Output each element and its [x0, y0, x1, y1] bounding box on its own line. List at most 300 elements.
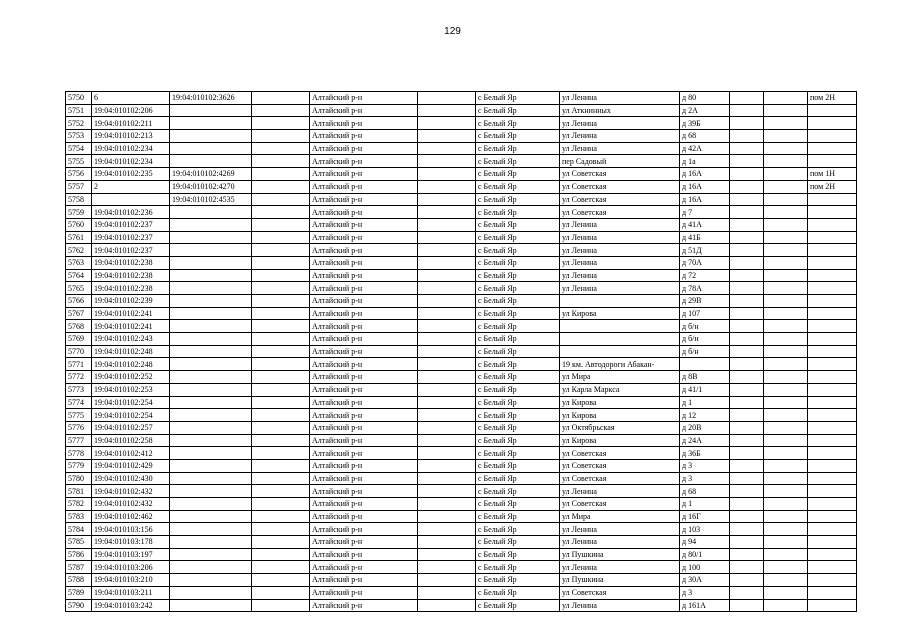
house-cell: д б/н — [680, 320, 730, 333]
settlement-cell: с Белый Яр — [476, 485, 560, 498]
blank-cell — [730, 472, 764, 485]
house-cell: д 16А — [680, 180, 730, 193]
sub-cadastral-number-cell — [170, 358, 252, 371]
house-cell: д 80 — [680, 92, 730, 105]
house-cell: д 3 — [680, 459, 730, 472]
blank-cell — [730, 459, 764, 472]
blank-cell — [252, 244, 310, 257]
premises-cell — [808, 193, 857, 206]
settlement-cell: с Белый Яр — [476, 282, 560, 295]
blank-cell — [252, 168, 310, 181]
premises-cell — [808, 447, 857, 460]
table-row — [66, 345, 857, 358]
row-number-cell: 5780 — [66, 472, 92, 485]
blank-cell — [252, 536, 310, 549]
settlement-cell: с Белый Яр — [476, 409, 560, 422]
cadastral-number-cell: 19:04:010102:237 — [92, 218, 170, 231]
premises-cell — [808, 142, 857, 155]
blank-cell — [418, 459, 476, 472]
street-cell: ул Советская — [560, 206, 680, 219]
blank-cell — [418, 282, 476, 295]
house-cell: д 16Г — [680, 510, 730, 523]
district-cell: Алтайский р-н — [310, 231, 418, 244]
house-cell: д 80/1 — [680, 548, 730, 561]
premises-cell — [808, 218, 857, 231]
cadastral-number-cell: 19:04:010102:258 — [92, 434, 170, 447]
table-row — [66, 447, 857, 460]
district-cell: Алтайский р-н — [310, 599, 418, 612]
settlement-cell: с Белый Яр — [476, 498, 560, 511]
cadastral-number-cell: 19:04:010102:257 — [92, 421, 170, 434]
street-cell: ул Ленина — [560, 485, 680, 498]
district-cell: Алтайский р-н — [310, 193, 418, 206]
sub-cadastral-number-cell — [170, 282, 252, 295]
premises-cell — [808, 256, 857, 269]
settlement-cell: с Белый Яр — [476, 421, 560, 434]
cadastral-number-cell: 19:04:010102:206 — [92, 104, 170, 117]
blank-cell — [252, 333, 310, 346]
blank-cell — [252, 130, 310, 143]
row-number-cell: 5754 — [66, 142, 92, 155]
row-number-cell: 5759 — [66, 206, 92, 219]
district-cell: Алтайский р-н — [310, 434, 418, 447]
blank-cell — [764, 536, 808, 549]
settlement-cell: с Белый Яр — [476, 231, 560, 244]
street-cell: ул Ленина — [560, 130, 680, 143]
settlement-cell: с Белый Яр — [476, 586, 560, 599]
blank-cell — [418, 295, 476, 308]
district-cell: Алтайский р-н — [310, 180, 418, 193]
street-cell: 19 км. Автодороги Абакан- — [560, 358, 680, 371]
cadastral-number-cell: 19:04:010102:432 — [92, 485, 170, 498]
premises-cell — [808, 117, 857, 130]
settlement-cell: с Белый Яр — [476, 155, 560, 168]
district-cell: Алтайский р-н — [310, 485, 418, 498]
blank-cell — [730, 231, 764, 244]
blank-cell — [730, 548, 764, 561]
street-cell: ул Ленина — [560, 561, 680, 574]
settlement-cell: с Белый Яр — [476, 117, 560, 130]
cadastral-number-cell: 19:04:010102:235 — [92, 168, 170, 181]
table-row — [66, 307, 857, 320]
street-cell: ул Карла Маркса — [560, 383, 680, 396]
table-row — [66, 383, 857, 396]
row-number-cell: 5774 — [66, 396, 92, 409]
blank-cell — [764, 142, 808, 155]
table-row — [66, 155, 857, 168]
table-row — [66, 574, 857, 587]
settlement-cell: с Белый Яр — [476, 104, 560, 117]
house-cell: д 41А — [680, 218, 730, 231]
table-row — [66, 459, 857, 472]
table-row — [66, 599, 857, 612]
row-number-cell: 5778 — [66, 447, 92, 460]
blank-cell — [252, 180, 310, 193]
district-cell: Алтайский р-н — [310, 130, 418, 143]
blank-cell — [252, 396, 310, 409]
row-number-cell: 5790 — [66, 599, 92, 612]
blank-cell — [252, 358, 310, 371]
settlement-cell: с Белый Яр — [476, 193, 560, 206]
premises-cell — [808, 155, 857, 168]
settlement-cell: с Белый Яр — [476, 371, 560, 384]
blank-cell — [252, 421, 310, 434]
district-cell: Алтайский р-н — [310, 421, 418, 434]
blank-cell — [730, 206, 764, 219]
premises-cell — [808, 523, 857, 536]
street-cell: ул Кирова — [560, 396, 680, 409]
street-cell: ул Мира — [560, 510, 680, 523]
row-number-cell: 5787 — [66, 561, 92, 574]
blank-cell — [252, 295, 310, 308]
blank-cell — [764, 447, 808, 460]
blank-cell — [730, 193, 764, 206]
district-cell: Алтайский р-н — [310, 548, 418, 561]
blank-cell — [418, 92, 476, 105]
blank-cell — [764, 599, 808, 612]
blank-cell — [252, 485, 310, 498]
blank-cell — [764, 193, 808, 206]
blank-cell — [252, 434, 310, 447]
blank-cell — [252, 155, 310, 168]
street-cell: ул Ленина — [560, 536, 680, 549]
blank-cell — [764, 459, 808, 472]
sub-cadastral-number-cell — [170, 269, 252, 282]
cadastral-number-cell: 19:04:010103:178 — [92, 536, 170, 549]
premises-cell — [808, 371, 857, 384]
premises-cell — [808, 282, 857, 295]
house-cell: д 68 — [680, 485, 730, 498]
row-number-cell: 5776 — [66, 421, 92, 434]
premises-cell — [808, 434, 857, 447]
row-number-cell: 5772 — [66, 371, 92, 384]
district-cell: Алтайский р-н — [310, 561, 418, 574]
district-cell: Алтайский р-н — [310, 371, 418, 384]
row-number-cell: 5769 — [66, 333, 92, 346]
district-cell: Алтайский р-н — [310, 523, 418, 536]
sub-cadastral-number-cell: 19:04:010102:4269 — [170, 168, 252, 181]
street-cell: пер Садовый — [560, 155, 680, 168]
house-cell: д 161А — [680, 599, 730, 612]
settlement-cell: с Белый Яр — [476, 396, 560, 409]
street-cell: ул Ленина — [560, 231, 680, 244]
street-cell: ул Советская — [560, 180, 680, 193]
blank-cell — [418, 117, 476, 130]
registry-table — [65, 91, 857, 612]
sub-cadastral-number-cell — [170, 396, 252, 409]
premises-cell — [808, 409, 857, 422]
district-cell: Алтайский р-н — [310, 586, 418, 599]
table-row — [66, 168, 857, 181]
blank-cell — [418, 345, 476, 358]
blank-cell — [252, 472, 310, 485]
house-cell: д 107 — [680, 307, 730, 320]
cadastral-number-cell: 19:04:010102:253 — [92, 383, 170, 396]
settlement-cell: с Белый Яр — [476, 561, 560, 574]
house-cell: д 94 — [680, 536, 730, 549]
premises-cell — [808, 244, 857, 257]
row-number-cell: 5783 — [66, 510, 92, 523]
table-row — [66, 180, 857, 193]
settlement-cell: с Белый Яр — [476, 206, 560, 219]
house-cell: д 1 — [680, 396, 730, 409]
house-cell: д 12 — [680, 409, 730, 422]
blank-cell — [764, 523, 808, 536]
cadastral-number-cell: 19:04:010102:241 — [92, 320, 170, 333]
blank-cell — [730, 92, 764, 105]
table-row — [66, 295, 857, 308]
blank-cell — [764, 256, 808, 269]
blank-cell — [730, 371, 764, 384]
row-number-cell: 5765 — [66, 282, 92, 295]
table-row — [66, 130, 857, 143]
street-cell: ул Мира — [560, 371, 680, 384]
house-cell: д 30А — [680, 574, 730, 587]
settlement-cell: с Белый Яр — [476, 459, 560, 472]
sub-cadastral-number-cell — [170, 447, 252, 460]
cadastral-number-cell: 6 — [92, 92, 170, 105]
house-cell: д 8В — [680, 371, 730, 384]
sub-cadastral-number-cell — [170, 548, 252, 561]
premises-cell — [808, 206, 857, 219]
table-row — [66, 104, 857, 117]
blank-cell — [764, 409, 808, 422]
sub-cadastral-number-cell — [170, 561, 252, 574]
premises-cell — [808, 231, 857, 244]
blank-cell — [764, 244, 808, 257]
blank-cell — [730, 307, 764, 320]
house-cell — [680, 358, 730, 371]
settlement-cell: с Белый Яр — [476, 180, 560, 193]
sub-cadastral-number-cell — [170, 231, 252, 244]
sub-cadastral-number-cell — [170, 523, 252, 536]
district-cell: Алтайский р-н — [310, 345, 418, 358]
blank-cell — [764, 358, 808, 371]
district-cell: Алтайский р-н — [310, 459, 418, 472]
premises-cell — [808, 586, 857, 599]
cadastral-number-cell: 19:04:010103:156 — [92, 523, 170, 536]
settlement-cell: с Белый Яр — [476, 218, 560, 231]
premises-cell — [808, 459, 857, 472]
street-cell: ул Ленина — [560, 523, 680, 536]
blank-cell — [252, 409, 310, 422]
row-number-cell: 5770 — [66, 345, 92, 358]
blank-cell — [730, 218, 764, 231]
premises-cell — [808, 358, 857, 371]
blank-cell — [252, 117, 310, 130]
cadastral-number-cell: 19:04:010103:211 — [92, 586, 170, 599]
page-number: 129 — [444, 26, 461, 37]
table-row — [66, 256, 857, 269]
blank-cell — [764, 434, 808, 447]
table-row — [66, 472, 857, 485]
settlement-cell: с Белый Яр — [476, 574, 560, 587]
blank-cell — [252, 256, 310, 269]
house-cell: д 29В — [680, 295, 730, 308]
blank-cell — [764, 218, 808, 231]
district-cell: Алтайский р-н — [310, 333, 418, 346]
district-cell: Алтайский р-н — [310, 295, 418, 308]
sub-cadastral-number-cell — [170, 409, 252, 422]
blank-cell — [764, 130, 808, 143]
sub-cadastral-number-cell — [170, 256, 252, 269]
table-row — [66, 434, 857, 447]
blank-cell — [418, 307, 476, 320]
house-cell: д 7 — [680, 206, 730, 219]
cadastral-number-cell: 19:04:010103:206 — [92, 561, 170, 574]
blank-cell — [252, 599, 310, 612]
cadastral-number-cell: 19:04:010102:234 — [92, 155, 170, 168]
settlement-cell: с Белый Яр — [476, 472, 560, 485]
premises-cell — [808, 421, 857, 434]
settlement-cell: с Белый Яр — [476, 548, 560, 561]
blank-cell — [730, 142, 764, 155]
blank-cell — [730, 383, 764, 396]
blank-cell — [252, 586, 310, 599]
row-number-cell: 5767 — [66, 307, 92, 320]
street-cell: ул Советская — [560, 193, 680, 206]
blank-cell — [252, 92, 310, 105]
district-cell: Алтайский р-н — [310, 117, 418, 130]
cadastral-number-cell: 19:04:010103:210 — [92, 574, 170, 587]
row-number-cell: 5764 — [66, 269, 92, 282]
premises-cell — [808, 383, 857, 396]
street-cell — [560, 295, 680, 308]
blank-cell — [252, 510, 310, 523]
blank-cell — [764, 472, 808, 485]
premises-cell: пом 1Н — [808, 168, 857, 181]
cadastral-number-cell: 19:04:010103:197 — [92, 548, 170, 561]
blank-cell — [730, 536, 764, 549]
settlement-cell: с Белый Яр — [476, 358, 560, 371]
cadastral-number-cell: 19:04:010102:238 — [92, 269, 170, 282]
sub-cadastral-number-cell — [170, 510, 252, 523]
blank-cell — [764, 561, 808, 574]
blank-cell — [418, 383, 476, 396]
cadastral-number-cell: 19:04:010102:252 — [92, 371, 170, 384]
blank-cell — [252, 561, 310, 574]
blank-cell — [418, 574, 476, 587]
street-cell: ул Ленина — [560, 92, 680, 105]
table-row — [66, 92, 857, 105]
district-cell: Алтайский р-н — [310, 168, 418, 181]
blank-cell — [252, 231, 310, 244]
cadastral-number-cell: 19:04:010102:211 — [92, 117, 170, 130]
house-cell: д 24А — [680, 434, 730, 447]
district-cell: Алтайский р-н — [310, 574, 418, 587]
blank-cell — [764, 269, 808, 282]
blank-cell — [764, 180, 808, 193]
row-number-cell: 5775 — [66, 409, 92, 422]
blank-cell — [252, 447, 310, 460]
district-cell: Алтайский р-н — [310, 358, 418, 371]
table-row — [66, 320, 857, 333]
sub-cadastral-number-cell — [170, 307, 252, 320]
district-cell: Алтайский р-н — [310, 447, 418, 460]
cadastral-number-cell: 19:04:010102:430 — [92, 472, 170, 485]
blank-cell — [418, 485, 476, 498]
blank-cell — [252, 142, 310, 155]
row-number-cell: 5752 — [66, 117, 92, 130]
house-cell: д 70А — [680, 256, 730, 269]
blank-cell — [730, 295, 764, 308]
premises-cell — [808, 599, 857, 612]
blank-cell — [418, 472, 476, 485]
blank-cell — [764, 206, 808, 219]
blank-cell — [418, 130, 476, 143]
sub-cadastral-number-cell — [170, 244, 252, 257]
table-row — [66, 586, 857, 599]
district-cell: Алтайский р-н — [310, 218, 418, 231]
sub-cadastral-number-cell — [170, 218, 252, 231]
table-row — [66, 371, 857, 384]
table-row — [66, 358, 857, 371]
cadastral-number-cell: 19:04:010102:429 — [92, 459, 170, 472]
house-cell: д 3 — [680, 472, 730, 485]
district-cell: Алтайский р-н — [310, 206, 418, 219]
house-cell: д 100 — [680, 561, 730, 574]
sub-cadastral-number-cell — [170, 295, 252, 308]
table-row — [66, 218, 857, 231]
blank-cell — [418, 231, 476, 244]
sub-cadastral-number-cell — [170, 498, 252, 511]
settlement-cell: с Белый Яр — [476, 256, 560, 269]
row-number-cell: 5773 — [66, 383, 92, 396]
blank-cell — [252, 523, 310, 536]
street-cell: ул Ленина — [560, 244, 680, 257]
house-cell: д 68 — [680, 130, 730, 143]
settlement-cell: с Белый Яр — [476, 383, 560, 396]
blank-cell — [730, 345, 764, 358]
premises-cell — [808, 104, 857, 117]
row-number-cell: 5784 — [66, 523, 92, 536]
row-number-cell: 5766 — [66, 295, 92, 308]
house-cell: д 3 — [680, 586, 730, 599]
row-number-cell: 5758 — [66, 193, 92, 206]
blank-cell — [418, 244, 476, 257]
blank-cell — [730, 586, 764, 599]
blank-cell — [730, 333, 764, 346]
blank-cell — [252, 320, 310, 333]
settlement-cell: с Белый Яр — [476, 523, 560, 536]
blank-cell — [252, 206, 310, 219]
street-cell: ул Советская — [560, 472, 680, 485]
house-cell: д 1 — [680, 498, 730, 511]
sub-cadastral-number-cell — [170, 117, 252, 130]
blank-cell — [252, 383, 310, 396]
settlement-cell: с Белый Яр — [476, 447, 560, 460]
blank-cell — [764, 320, 808, 333]
cadastral-number-cell: 19:04:010102:412 — [92, 447, 170, 460]
blank-cell — [252, 345, 310, 358]
blank-cell — [730, 269, 764, 282]
premises-cell — [808, 269, 857, 282]
blank-cell — [252, 269, 310, 282]
blank-cell — [730, 396, 764, 409]
street-cell — [560, 345, 680, 358]
premises-cell — [808, 510, 857, 523]
blank-cell — [730, 358, 764, 371]
district-cell: Алтайский р-н — [310, 409, 418, 422]
street-cell: ул Ленина — [560, 599, 680, 612]
sub-cadastral-number-cell — [170, 333, 252, 346]
blank-cell — [764, 574, 808, 587]
premises-cell — [808, 295, 857, 308]
house-cell: д 42А — [680, 142, 730, 155]
premises-cell — [808, 396, 857, 409]
street-cell: ул Советская — [560, 447, 680, 460]
premises-cell — [808, 561, 857, 574]
